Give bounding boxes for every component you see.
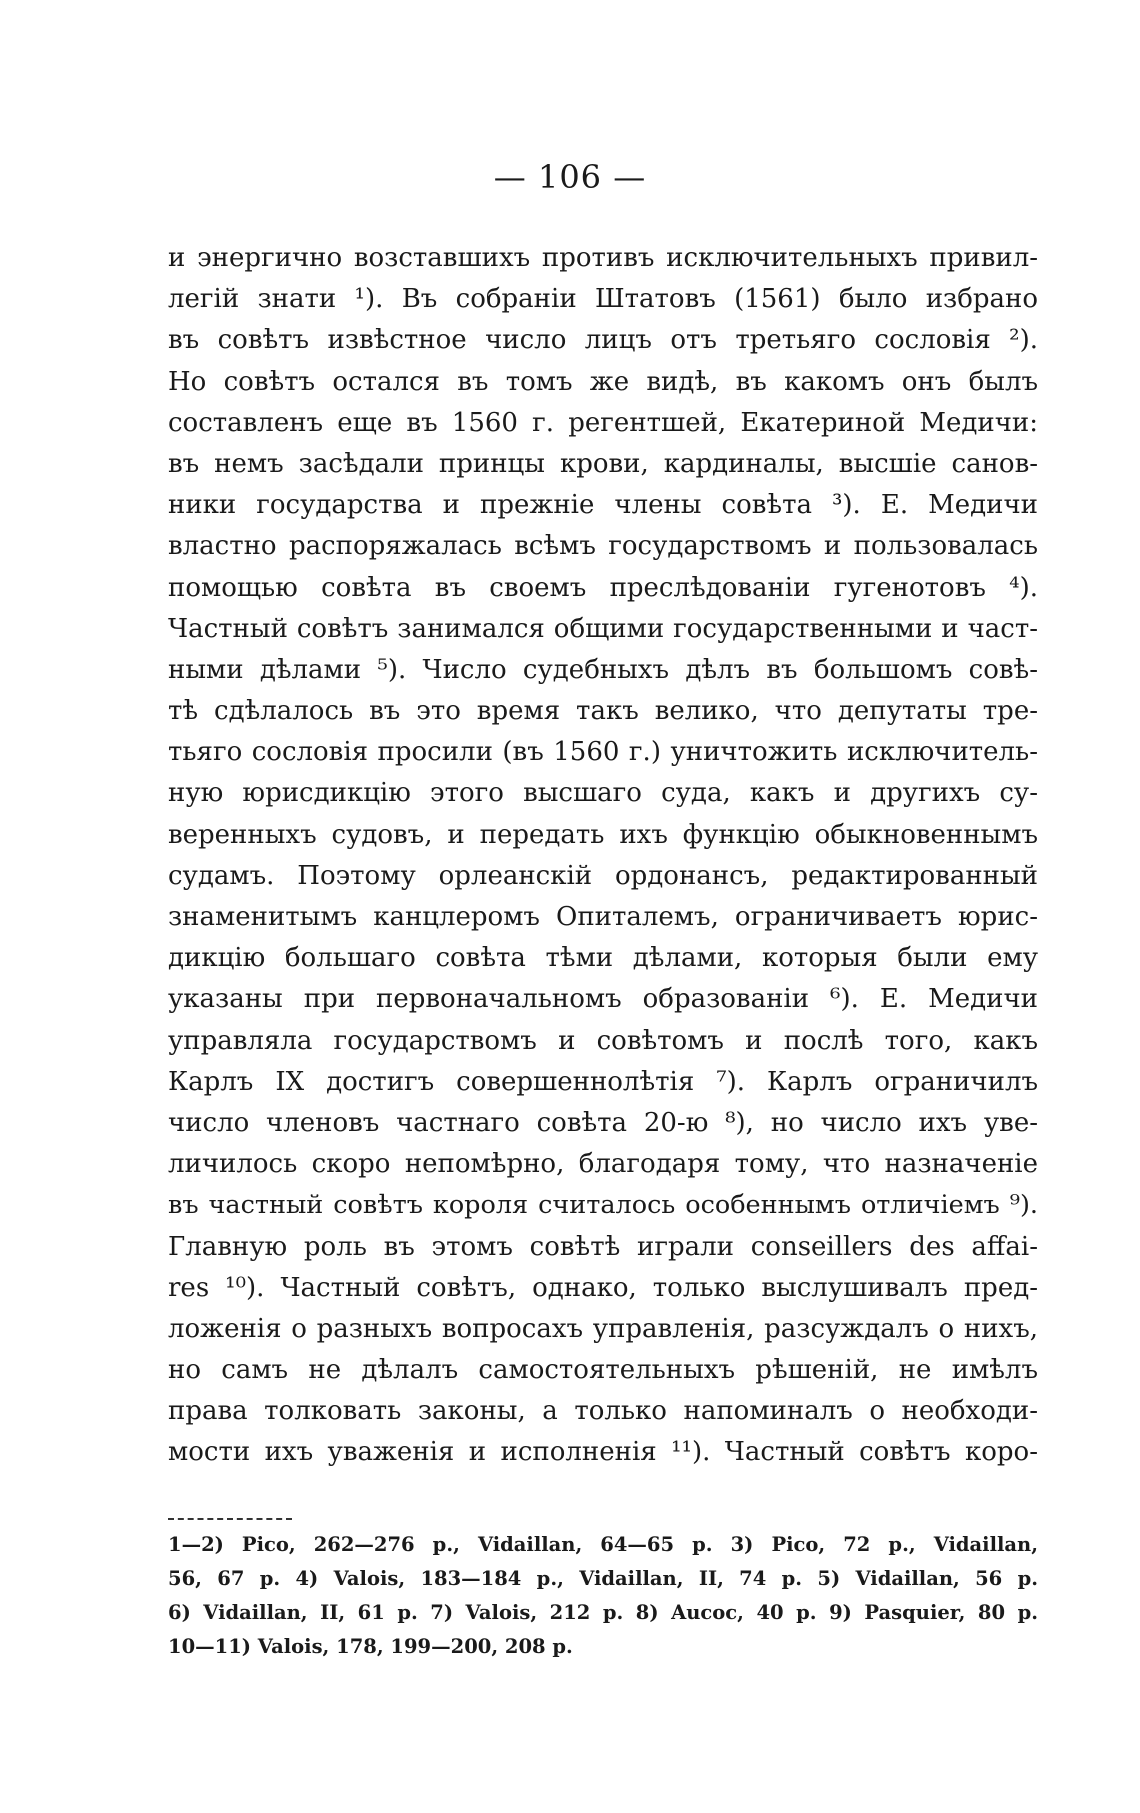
main-text	[168, 238, 1038, 1474]
text-line: въ совѣтъ извѣстное число лицъ отъ третьяго сословія ²).	[168, 325, 1038, 356]
text-line: Частный совѣтъ занимался общими государственными и част-	[168, 613, 1038, 644]
footnote-line: 6) Vidaillan, II, 61 p. 7) Valois, 212 p. 8) Aucoc, 40 p. 9) Pasquier, 80 p.	[168, 1601, 1038, 1624]
text-line: число членовъ частнаго совѣта 20-ю ⁸), но число ихъ уве-	[168, 1107, 1038, 1138]
text-line: ными дѣлами ⁵). Число судебныхъ дѣлъ въ большомъ совѣ-	[168, 654, 1038, 685]
text-line: веренныхъ судовъ, и передать ихъ функцію обыкновеннымъ	[168, 819, 1038, 850]
text-line: мости ихъ уваженія и исполненія ¹¹). Частный совѣтъ коро-	[168, 1437, 1038, 1468]
text-line: помощью совѣта въ своемъ преслѣдованіи гугенотовъ ⁴).	[168, 572, 1038, 603]
footnote-separator	[168, 1518, 292, 1520]
text-line: и энергично возставшихъ противъ исключительныхъ привил-	[168, 243, 1038, 273]
footnote-line: 56, 67 p. 4) Valois, 183—184 p., Vidaillan, II, 74 p. 5) Vidaillan, 56 p.	[168, 1567, 1038, 1590]
text-line: res ¹⁰). Частный совѣтъ, однако, только выслушивалъ пред-	[168, 1272, 1038, 1303]
text-line: судамъ. Поэтому орлеанскій ордонансъ, редактированный	[168, 860, 1038, 891]
text-line: въ немъ засѣдали принцы крови, кардиналы, высшіе санов-	[168, 448, 1038, 479]
text-line: ную юрисдикцію этого высшаго суда, какъ и другихъ су-	[168, 778, 1038, 809]
text-line: права толковать законы, а только напоминалъ о необходи-	[168, 1396, 1038, 1427]
text-line: управляла государствомъ и совѣтомъ и послѣ того, какъ	[168, 1025, 1038, 1056]
footnote-line: 10—11) Valois, 178, 199—200, 208 p.	[168, 1635, 573, 1658]
text-line: дикцію большаго совѣта тѣми дѣлами, которыя были ему	[168, 943, 1038, 974]
text-line: составленъ еще въ 1560 г. регентшей, Екатериной Медичи:	[168, 407, 1038, 438]
text-line: ложенія о разныхъ вопросахъ управленія, разсуждалъ о нихъ,	[168, 1313, 1038, 1344]
text-line: личилось скоро непомѣрно, благодаря тому, что назначеніе	[168, 1149, 1038, 1180]
page-number: — 106 —	[493, 158, 647, 196]
footnotes	[168, 1528, 1038, 1664]
text-line: ники государства и прежніе члены совѣта ³). Е. Медичи	[168, 490, 1038, 521]
text-line: властно распоряжалась всѣмъ государствомъ и пользовалась	[168, 531, 1038, 562]
text-line: Карлъ IX достигъ совершеннолѣтія ⁷). Карлъ ограничилъ	[168, 1066, 1038, 1097]
text-line: знаменитымъ канцлеромъ Опиталемъ, ограничиваетъ юрис-	[168, 902, 1038, 932]
text-line: тьяго сословія просили (въ 1560 г.) уничтожить исключитель-	[168, 737, 1038, 768]
text-line: Главную роль въ этомъ совѣтѣ играли conseillers des affai-	[168, 1231, 1038, 1262]
footnote-line: 1—2) Pico, 262—276 p., Vidaillan, 64—65 p. 3) Pico, 72 p., Vidaillan,	[168, 1533, 1038, 1556]
text-line: легій знати ¹). Въ собраніи Штатовъ (1561) было избрано	[168, 284, 1038, 315]
text-line: указаны при первоначальномъ образованіи ⁶). Е. Медичи	[168, 984, 1038, 1015]
text-line: тѣ сдѣлалось въ это время такъ велико, что депутаты тре-	[168, 696, 1038, 727]
text-line: Но совѣтъ остался въ томъ же видѣ, въ какомъ онъ былъ	[168, 366, 1038, 397]
text-line: въ частный совѣтъ короля считалось особеннымъ отличіемъ ⁹).	[168, 1190, 1038, 1221]
text-line: но самъ не дѣлалъ самостоятельныхъ рѣшеній, не имѣлъ	[168, 1355, 1038, 1386]
